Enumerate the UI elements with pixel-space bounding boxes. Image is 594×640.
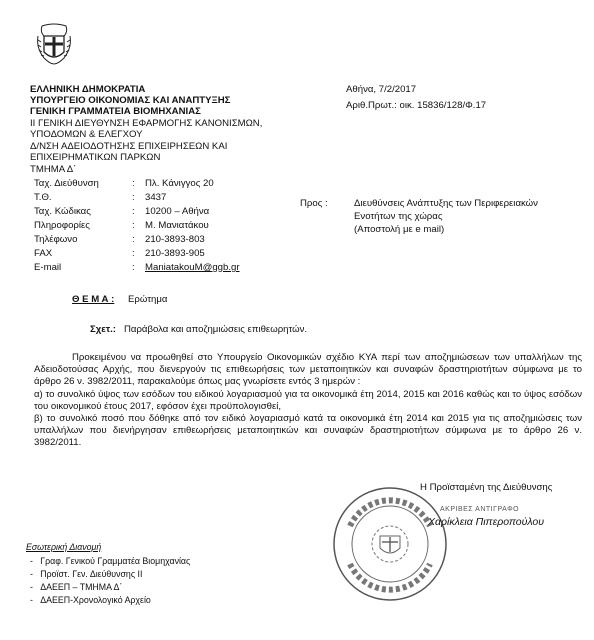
protocol-number: Αριθ.Πρωτ.: οικ. 15836/128/Φ.17 bbox=[346, 100, 487, 111]
org-line-ministry: ΥΠΟΥΡΓΕΙΟ ΟΙΚΟΝΟΜΙΑΣ ΚΑΙ ΑΝΑΠΤΥΞΗΣ bbox=[30, 95, 231, 106]
subject-label: Θ Ε Μ Α : bbox=[72, 294, 115, 305]
org-line-republic: ΕΛΛΗΝΙΚΗ ΔΗΜΟΚΡΑΤΙΑ bbox=[30, 84, 146, 95]
contact-colon: : bbox=[132, 248, 135, 259]
recipient-line: Διευθύνσεις Ανάπτυξης των Περιφερειακών bbox=[354, 198, 538, 209]
contact-label: FAX bbox=[34, 248, 53, 259]
distribution-title: Εσωτερική Διανομή bbox=[26, 542, 102, 552]
list-item: - ΔΑΕΕΠ – ΤΜΗΜΑ Δ΄ bbox=[30, 582, 123, 592]
body-item-b: β) το συνολικό ποσό που δόθηκε από τον ειδικό λογαριασμό κατά τα οικονομικά έτη 2014 και 2015 για τις αποζημιώσεις των υπαλλήλων που διενήργησαν επιθεωρήσεις μεταποιητικών και συναφών δραστηριοτήτων σύμφωνα με το άρθρο 26 ν. 3982/2011. bbox=[34, 413, 582, 448]
contact-label: Ταχ. Διεύθυνση bbox=[34, 178, 99, 189]
contact-colon: : bbox=[132, 192, 135, 203]
reference-label: Σχετ.: bbox=[90, 324, 116, 335]
recipient-line: (Αποστολή με e mail) bbox=[354, 224, 445, 235]
copy-stamp-note: ΑΚΡΙΒΕΣ ΑΝΤΙΓΡΑΦΟ bbox=[440, 506, 520, 513]
distribution-item: ΔΑΕΕΠ-Χρονολογικό Αρχείο bbox=[40, 595, 151, 605]
list-item: - Προϊστ. Γεν. Διεύθυνσης ΙΙ bbox=[30, 569, 143, 579]
contact-label: Τ.Θ. bbox=[34, 192, 52, 203]
body-intro: Προκειμένου να προωθηθεί στο Υπουργείο Οικονομικών σχέδιο ΚΥΑ περί των αποζημιώσεων των υπαλλήλων της Αδειοδοτούσας Αρχής, που διενεργούν τις επιθεωρήσεις των μεταποιητικών και συναφών δραστηριοτήτων σύμφωνα με το άρθρο 26 ν. 3982/2011, παρακαλούμε όπως μας γνωρίσετε εντός 3 ημερών : bbox=[34, 352, 582, 387]
contact-colon: : bbox=[132, 220, 135, 231]
reference-value: Παράβολα και αποζημιώσεις επιθεωρητών. bbox=[124, 324, 308, 335]
distribution-item: Γραφ. Γενικού Γραμματέα Βιομηχανίας bbox=[40, 556, 191, 566]
contact-label: Πληροφορίες bbox=[34, 220, 90, 231]
signatory-name: Χαρίκλεια Πιπεροπούλου bbox=[428, 516, 545, 528]
dept-line: Δ/ΝΣΗ ΑΔΕΙΟΔΟΤΗΣΗΣ ΕΠΙΧΕΙΡΗΣΕΩΝ ΚΑΙ bbox=[30, 141, 228, 152]
contact-colon: : bbox=[132, 178, 135, 189]
dept-line: ΙΙ ΓΕΝΙΚΗ ΔΙΕΥΘΥΝΣΗ ΕΦΑΡΜΟΓΗΣ ΚΑΝΟΝΙΣΜΩΝ, bbox=[30, 118, 263, 129]
contact-value: Μ. Μανιατάκου bbox=[145, 220, 209, 231]
org-line-secretariat: ΓΕΝΙΚΗ ΓΡΑΜΜΑΤΕΙΑ ΒΙΟΜΗΧΑΝΙΑΣ bbox=[30, 106, 201, 117]
email-link[interactable]: ManiatakouM@ggb.gr bbox=[145, 262, 240, 273]
recipient-label: Προς : bbox=[300, 198, 328, 209]
list-item: - ΔΑΕΕΠ-Χρονολογικό Αρχείο bbox=[30, 595, 151, 605]
document-date: Αθήνα, 7/2/2017 bbox=[346, 84, 417, 95]
distribution-item: Προϊστ. Γεν. Διεύθυνσης ΙΙ bbox=[40, 569, 143, 579]
list-item: - Γραφ. Γενικού Γραμματέα Βιομηχανίας bbox=[30, 556, 191, 566]
distribution-item: ΔΑΕΕΠ – ΤΜΗΜΑ Δ΄ bbox=[40, 582, 123, 592]
body-item-a: α) το συνολικό ύψος των εσόδων του ειδικού λογαριασμού για τα οικονομικά έτη 2014, 2015 και 2016 καθώς και το ύψος εσόδων του οικονομικού έτους 2017, εφόσον έχει προϋπολογισθεί, bbox=[34, 389, 582, 412]
contact-value: 210-3893-803 bbox=[145, 234, 205, 245]
contact-value: 210-3893-905 bbox=[145, 248, 205, 259]
coat-of-arms-icon bbox=[34, 22, 74, 66]
contact-value: 10200 – Αθήνα bbox=[145, 206, 210, 217]
contact-value: 3437 bbox=[145, 192, 167, 203]
contact-colon: : bbox=[132, 234, 135, 245]
contact-label: E-mail bbox=[34, 262, 62, 273]
dept-line: ΥΠΟΔΟΜΩΝ & ΕΛΕΓΧΟΥ bbox=[30, 129, 143, 140]
contact-label: Τηλέφωνο bbox=[34, 234, 78, 245]
contact-colon: : bbox=[132, 206, 135, 217]
official-seal-icon bbox=[330, 484, 450, 604]
subject-value: Ερώτημα bbox=[128, 294, 168, 305]
signature-title: Η Προϊσταμένη της Διεύθυνσης bbox=[420, 482, 553, 493]
recipient-line: Ενοτήτων της χώρας bbox=[354, 211, 443, 222]
contact-colon: : bbox=[132, 262, 135, 273]
dept-line: ΤΜΗΜΑ Δ΄ bbox=[30, 164, 77, 175]
dept-line: ΕΠΙΧΕΙΡΗΜΑΤΙΚΩΝ ΠΑΡΚΩΝ bbox=[30, 152, 161, 163]
contact-value: Πλ. Κάνιγγος 20 bbox=[145, 178, 214, 189]
contact-label: Ταχ. Κώδικας bbox=[34, 206, 91, 217]
